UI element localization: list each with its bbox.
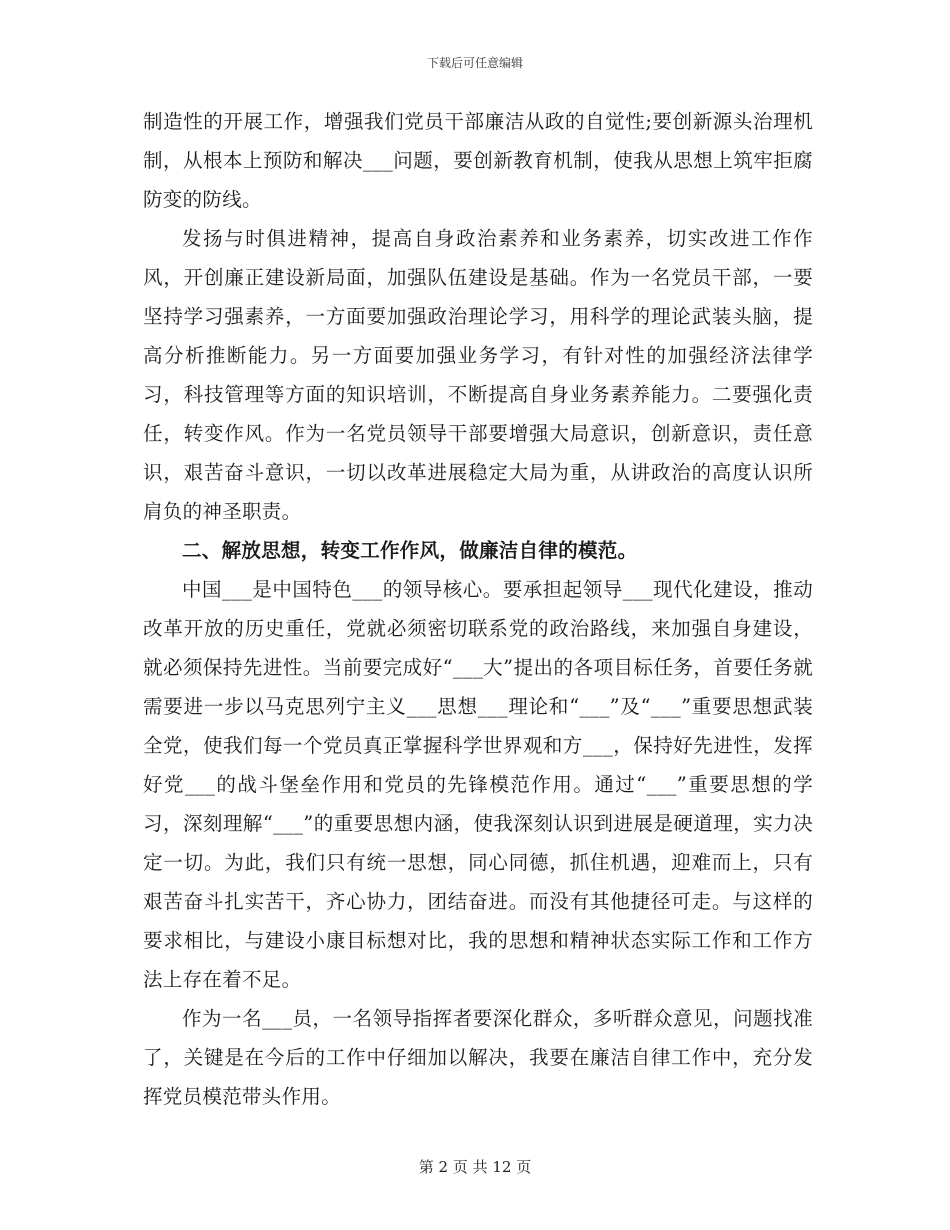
paragraph-style-improvement: 发扬与时俱进精神，提高自身政治素养和业务素养，切实改进工作作风，开创廉正建设新局面，加强队伍建设是基础。作为一名党员干部，一要坚持学习强素养，一方面要加强政治理论学习，用科学的理论武装头脑，提高分析推断能力。另一方面要加强业务学习，有针对性的加强经济法律学习，科技管理等方面的知识培训，不断提高自身业务素养能力。二要强化责任，转变作风。作为一名党员领导干部要增强大局意识，创新意识，责任意识，艰苦奋斗意识，一切以改革进展稳定大局为重，从讲政治的高度认识所肩负的神圣职责。 (143, 227, 813, 523)
page-footer: 第 2 页 共 12 页 (418, 1158, 532, 1176)
page-header: 下载后可任意编辑 (426, 56, 523, 70)
paragraph-party-leadership: 中国___是中国特色___的领导核心。要承担起领导___现代化建设，推动改革开放的历史重任，党就必须密切联系党的政治路线，来加强自身建设，就必须保持先进性。当前要完成好“___大”提出的各项目标任务，首要任务就需要进一步以马克思列宁主义___思想___理论和“___”及“___”重要思想武装全党，使我们每一个党员真正掌握科学世界观和方___，保持好先进性，发挥好党___的战斗堡垒作用和党员的先锋模范作用。通过“___”重要思想的学习，深刻理解“___”的重要思想内涵，使我深刻认识到进展是硬道理，实力决定一切。为此，我们只有统一思想，同心同德，抓住机遇，迎难而上，只有艰苦奋斗扎实苦干，齐心协力，团结奋进。而没有其他捷径可走。与这样的要求相比，与建设小康目标想对比，我的思想和精神状态实际工作和工作方法上存在着不足。 (143, 578, 813, 991)
paragraph-member-role: 作为一名___员，一名领导指挥者要深化群众，多听群众意见，问题找准了，关键是在今后的工作中仔细加以解决，我要在廉洁自律工作中，充分发挥党员模范带头作用。 (143, 1007, 813, 1108)
section-heading: 二、解放思想，转变工作作风，做廉洁自律的模范。 (182, 539, 638, 562)
paragraph-continued: 制造性的开展工作，增强我们党员干部廉洁从政的自觉性;要创新源头治理机制，从根本上预防和解决___问题，要创新教育机制，使我从思想上筑牢拒腐防变的防线。 (143, 110, 813, 211)
document-body (143, 102, 813, 1116)
